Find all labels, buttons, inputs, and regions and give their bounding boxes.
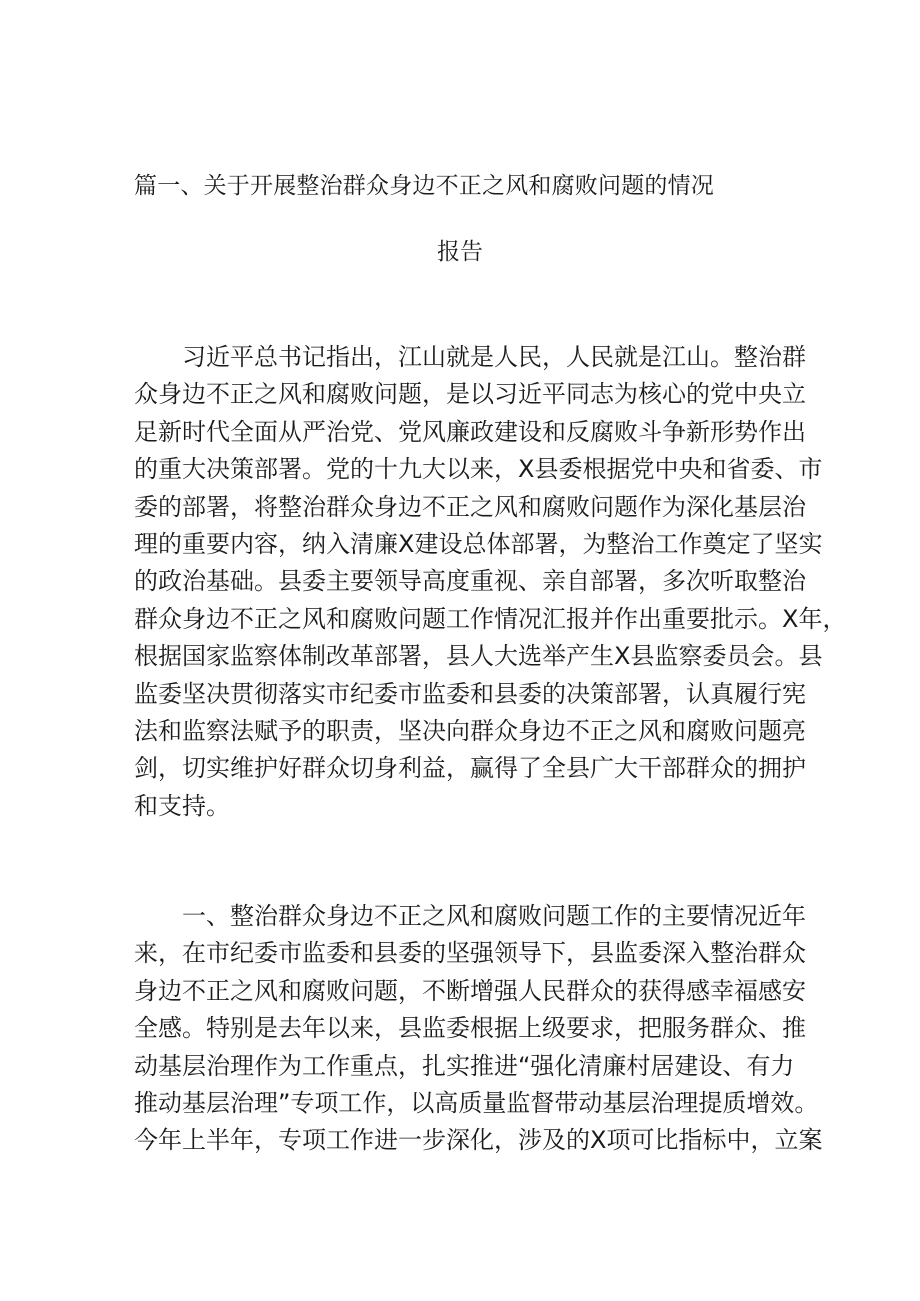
document-title: 篇一、关于开展整治群众身边不正之风和腐败问题的情况 <box>134 173 714 199</box>
text-line: 习近平总书记指出，江山就是人民，人民就是江山。整治群 <box>134 343 806 371</box>
document-title-continued: 报告 <box>437 239 483 265</box>
text-line: 一、整治群众身边不正之风和腐败问题工作的主要情况近年 <box>134 902 806 930</box>
text-line: 的政治基础。县委主要领导高度重视、亲自部署，多次听取整治 <box>134 567 806 596</box>
text-line: 群众身边不正之风和腐败问题工作情况汇报并作出重要批示。X年， <box>134 604 847 633</box>
text-line: 的重大决策部署。党的十九大以来，X县委根据党中央和省委、市 <box>134 455 823 484</box>
text-line: 根据国家监察体制改革部署，县人大选举产生X县监察委员会。县 <box>134 642 823 671</box>
text-line: 委的部署，将整治群众身边不正之风和腐败问题作为深化基层治 <box>134 492 806 521</box>
text-line: 监委坚决贯彻落实市纪委市监委和县委的决策部署，认真履行宪 <box>134 679 806 708</box>
text-line: 身边不正之风和腐败问题，不断增强人民群众的获得感幸福感安 <box>134 976 806 1005</box>
text-line: 来，在市纪委市监委和县委的坚强领导下，县监委深入整治群众 <box>134 939 806 968</box>
text-line: 推动基层治理”专项工作，以高质量监督带动基层治理提质增效。 <box>134 1088 819 1117</box>
paragraph-section-one <box>134 898 823 1160</box>
text-line: 理的重要内容，纳入清廉X建设总体部署，为整治工作奠定了坚实 <box>134 529 823 558</box>
text-line: 今年上半年，专项工作进一步深化，涉及的X项可比指标中，立案 <box>134 1126 823 1155</box>
text-line: 法和监察法赋予的职责，坚决向群众身边不正之风和腐败问题亮 <box>134 716 806 745</box>
text-line: 众身边不正之风和腐败问题，是以习近平同志为核心的党中央立 <box>134 380 806 409</box>
text-line: 和支持。 <box>134 791 230 820</box>
text-line: 剑，切实维护好群众切身利益，赢得了全县广大干部群众的拥护 <box>134 754 806 783</box>
paragraph-intro <box>134 339 847 825</box>
text-line: 足新时代全面从严治党、党风廉政建设和反腐败斗争新形势作出 <box>134 417 806 446</box>
text-line: 动基层治理作为工作重点，扎实推进“强化清廉村居建设、有力 <box>134 1051 795 1080</box>
text-line: 全感。特别是去年以来，县监委根据上级要求，把服务群众、推 <box>134 1014 806 1043</box>
